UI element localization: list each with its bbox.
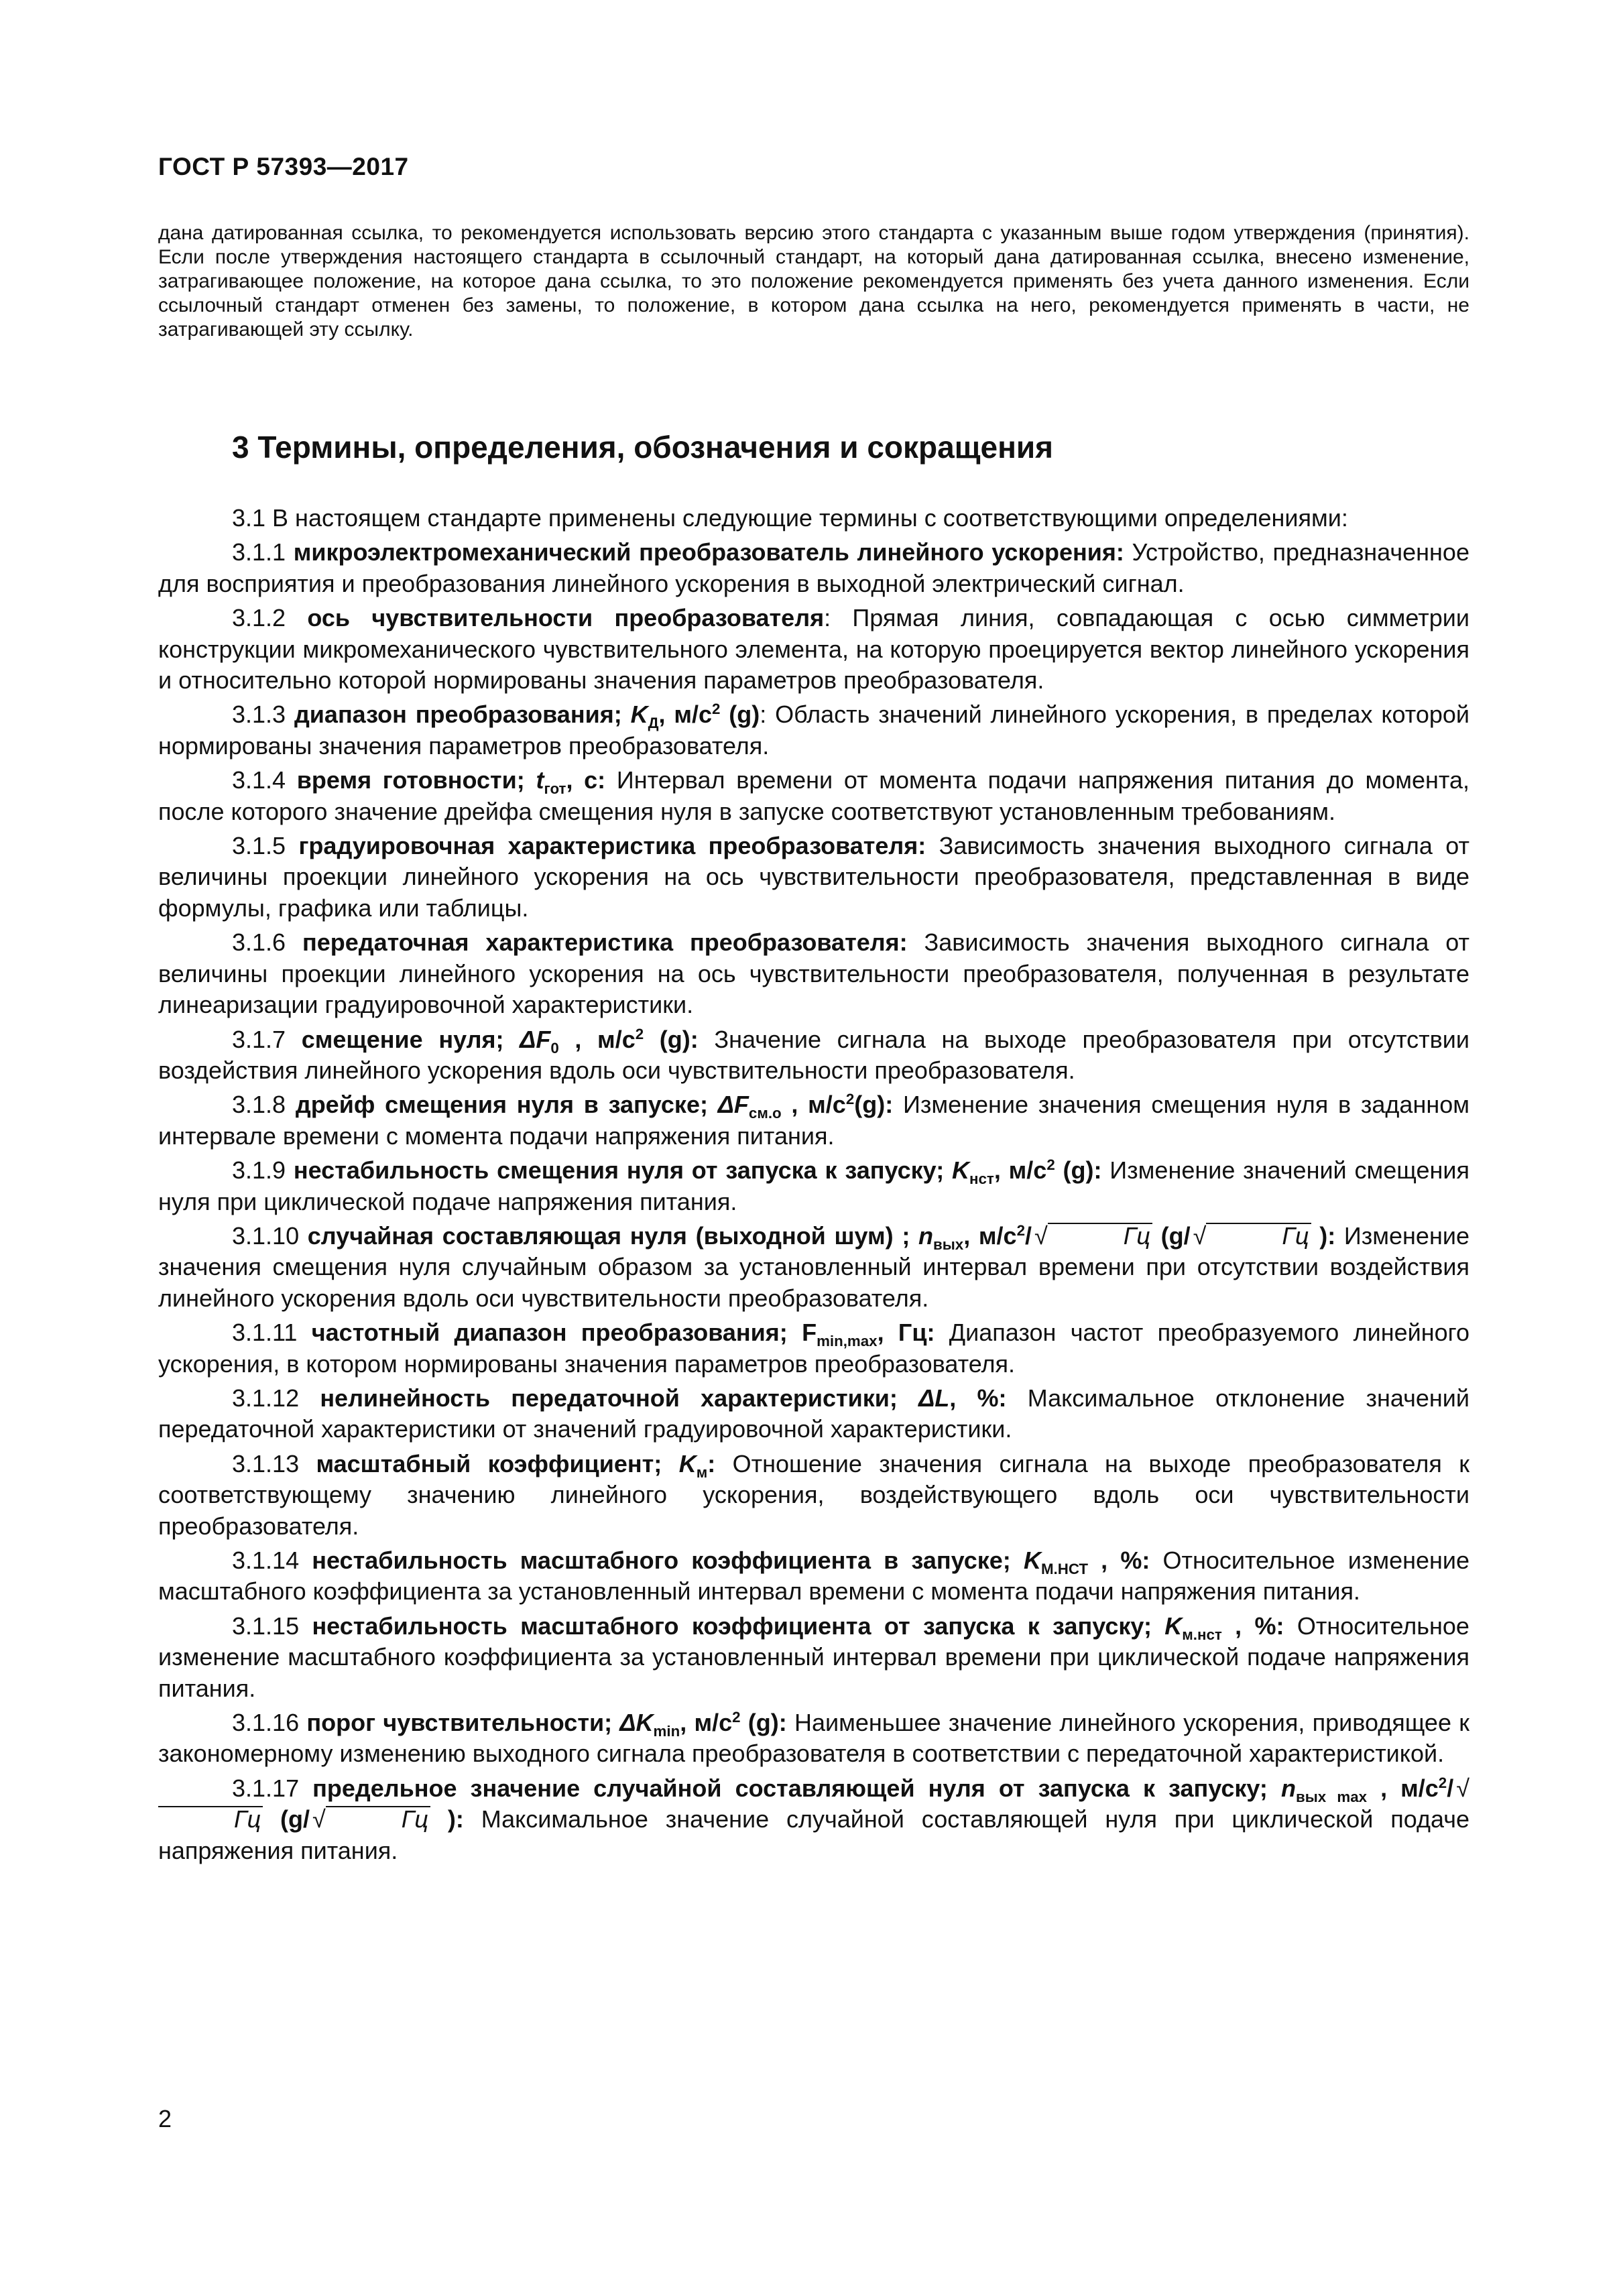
- term-heading: [307, 604, 824, 631]
- term-name: нестабильность масштабного коэффициента от запуска к запуску;: [312, 1612, 1152, 1640]
- term-3-1-4: [158, 765, 1469, 827]
- term-symbol-subscript: гот: [544, 780, 566, 798]
- intro-paragraph: дана датированная ссылка, то рекомендуется использовать версию этого стандарта с указанным выше годом утверждения (принятия). Если после утверждения настоящего стандарта в ссылочный стандарт, на который дана датированная ссылка, внесено изменение, затрагивающее положение, на которое дана ссылка, то это положение рекомендуется применять без учета данного изменения. Если ссылочный стандарт отменен без замены, то положение, в котором дана ссылка на него, рекомендуется применять в части, не затрагивающей эту ссылку.: [158, 222, 1469, 341]
- term-name: смещение нуля;: [301, 1025, 504, 1053]
- radical-sign-icon: √: [1034, 1221, 1048, 1250]
- term-unit-sqrt-hz-alt-radicand: Гц: [326, 1806, 430, 1831]
- term-3-1-11: [158, 1317, 1469, 1380]
- term-3-1-10: [158, 1221, 1469, 1314]
- term-number: 3.1.11: [232, 1319, 298, 1347]
- term-symbol: n: [918, 1221, 934, 1250]
- term-unit-sqrt-hz-alt: [1191, 1222, 1311, 1250]
- term-symbol-subscript: М.НСТ: [1040, 1561, 1089, 1578]
- term-3-1-5: [158, 831, 1469, 924]
- clause-3-1: 3.1 В настоящем стандарте применены следующие термины с соответствующими определениями:: [232, 504, 1348, 532]
- term-unit-superscript: 2: [1016, 1221, 1025, 1239]
- term-unit-tail: (g):: [644, 1025, 699, 1053]
- term-symbol-subscript: Д: [648, 715, 659, 732]
- section-title: 3 Термины, определения, обозначения и сокращения: [232, 430, 1053, 465]
- term-name: порог чувствительности;: [306, 1709, 613, 1737]
- term-number: 3.1.8: [232, 1091, 286, 1119]
- term-unit-sqrt-hz-radicand: Гц: [1048, 1223, 1152, 1248]
- page-number: 2: [158, 2105, 172, 2132]
- term-unit-tail: (g):: [854, 1091, 894, 1119]
- terms-list: [158, 537, 1469, 1866]
- term-number: 3.1.2: [232, 604, 286, 632]
- term-unit-tail: ):: [430, 1805, 464, 1833]
- term-unit: , м/с: [963, 1221, 1017, 1250]
- term-unit: , м/с: [680, 1709, 733, 1737]
- term-definition: Изменение значения смещения нуля в заданном интервале времени с момента подачи напряжения питания.: [158, 1091, 1469, 1150]
- term-unit-superscript: 2: [732, 1709, 741, 1726]
- term-unit-superscript: 2: [1046, 1156, 1055, 1174]
- term-unit-alt: (g/: [1152, 1221, 1191, 1250]
- term-name: случайная составляющая нуля (выходной шум) ;: [307, 1221, 910, 1250]
- term-heading: [312, 1547, 1150, 1578]
- term-symbol: K: [1164, 1612, 1183, 1640]
- term-unit-sqrt-hz: [1032, 1222, 1152, 1250]
- term-definition: Устройство, предназначенное для восприятия и преобразования линейного ускорения в выходной электрический сигнал.: [158, 538, 1469, 597]
- term-number: 3.1.10: [232, 1221, 300, 1250]
- term-name: нестабильность смещения нуля от запуска к запуску;: [293, 1156, 945, 1185]
- term-3-1-12: [158, 1383, 1469, 1445]
- term-name: частотный диапазон преобразования; F: [311, 1319, 817, 1347]
- term-3-1-13: [158, 1449, 1469, 1542]
- term-name: диапазон преобразования;: [294, 701, 622, 729]
- term-symbol: ΔF: [717, 1091, 749, 1119]
- term-unit: :: [707, 1449, 716, 1477]
- radical-sign-icon: √: [1456, 1774, 1469, 1802]
- term-heading: [316, 1449, 716, 1481]
- term-unit: , м/с: [781, 1091, 846, 1119]
- term-definition: Отношение значения сигнала на выходе преобразователя к соответствующему значению линейного ускорения, воздействующего вдоль оси чувствительности преобразователя.: [158, 1449, 1469, 1540]
- term-name: градуировочная характеристика преобразователя:: [298, 832, 926, 860]
- term-name: нестабильность масштабного коэффициента в запуске;: [312, 1547, 1011, 1574]
- term-name: время готовности;: [296, 766, 525, 794]
- term-name: масштабный коэффициент;: [316, 1449, 662, 1477]
- term-unit: , %:: [949, 1384, 1007, 1412]
- radical-sign-icon: √: [1193, 1221, 1207, 1250]
- term-3-1-17: [158, 1773, 1469, 1866]
- term-unit-tail: (g): [720, 701, 760, 729]
- term-symbol-subscript: м.нст: [1182, 1626, 1222, 1643]
- term-definition: Относительное изменение масштабного коэффициента за установленный интервал времени с момента подачи напряжения питания.: [158, 1547, 1470, 1606]
- term-symbol: t: [536, 766, 544, 794]
- term-definition: Относительное изменение масштабного коэффициента за установленный интервал времени при циклической подаче напряжения питания.: [158, 1612, 1469, 1702]
- term-name: нелинейность передаточной характеристики;: [320, 1384, 898, 1412]
- term-unit-tail: ):: [1311, 1221, 1336, 1250]
- radical-sign-icon: √: [312, 1805, 326, 1833]
- term-symbol: ΔK: [619, 1709, 654, 1737]
- term-number: 3.1.13: [232, 1449, 300, 1477]
- term-name: микроэлектромеханический преобразователь линейного ускорения:: [293, 538, 1124, 566]
- term-3-1-1: [158, 537, 1469, 599]
- term-symbol: K: [630, 701, 648, 729]
- term-number: 3.1.12: [232, 1384, 300, 1412]
- term-symbol: K: [1023, 1547, 1041, 1574]
- term-number: 3.1.5: [232, 832, 286, 860]
- term-number: 3.1.3: [232, 701, 286, 729]
- term-symbol-subscript: 0: [550, 1039, 559, 1056]
- term-definition: Интервал времени от момента подачи напряжения питания до момента, после которого значение дрейфа смещения нуля в запуске соответствуют установленным требованиям.: [158, 766, 1469, 825]
- term-symbol-subscript: вых: [933, 1236, 964, 1254]
- term-unit-sqrt-hz-alt: [310, 1805, 430, 1833]
- term-symbol: ΔL: [918, 1384, 950, 1412]
- term-definition: Максимальное значение случайной составляющей нуля при циклической подаче напряжения питания.: [158, 1805, 1469, 1864]
- term-heading: [301, 1025, 699, 1056]
- term-number: 3.1.1: [232, 538, 286, 566]
- term-definition: : Прямая линия, совпадающая с осью симметрии конструкции микромеханического чувствительного элемента, на которую проецируется вектор линейного ускорения и относительно которой нормированы значения параметров преобразователя.: [158, 604, 1469, 694]
- term-definition: Максимальное отклонение значений передаточной характеристики от значений градуировочной характеристики.: [158, 1384, 1469, 1443]
- term-unit: , м/с: [994, 1156, 1047, 1185]
- term-number: 3.1.9: [232, 1156, 286, 1185]
- term-3-1-14: [158, 1545, 1469, 1608]
- term-definition: Зависимость значения выходного сигнала от величины проекции линейного ускорения на ось чувствительности преобразователя, полученная в результате линеаризации градуировочной характеристики.: [158, 928, 1469, 1019]
- term-3-1-16: [158, 1707, 1469, 1770]
- term-number: 3.1.7: [232, 1025, 286, 1053]
- term-unit-tail: (g):: [1055, 1156, 1102, 1185]
- term-symbol-subscript: нст: [969, 1170, 994, 1188]
- term-name: ось чувствительности преобразователя: [307, 604, 825, 632]
- terms-body: [158, 503, 1469, 1870]
- term-number: 3.1.17: [232, 1774, 300, 1802]
- term-unit: , Гц:: [877, 1319, 935, 1347]
- term-3-1-8: [158, 1089, 1469, 1152]
- term-unit-sqrt-hz-radicand: Гц: [158, 1806, 263, 1831]
- term-symbol: ΔF: [520, 1025, 551, 1053]
- term-number: 3.1.15: [232, 1612, 300, 1640]
- term-heading: [298, 832, 926, 859]
- term-name: дрейф смещения нуля в запуске;: [295, 1091, 708, 1119]
- term-symbol-subscript: м: [696, 1463, 708, 1481]
- term-definition: Изменение значения смещения нуля случайным образом за установленный интервал времени при отсутствии воздействия линейного ускорения вдоль оси чувствительности преобразователя.: [158, 1221, 1469, 1312]
- term-heading: [294, 701, 760, 732]
- term-unit: , м/с: [658, 701, 712, 729]
- term-symbol: K: [952, 1156, 970, 1185]
- term-symbol-subscript: min,max: [817, 1333, 878, 1350]
- term-heading: [302, 928, 908, 956]
- term-heading: [311, 1319, 935, 1350]
- term-unit-superscript: 2: [1438, 1774, 1447, 1791]
- term-unit: , %:: [1088, 1547, 1150, 1574]
- term-heading: [320, 1384, 1006, 1412]
- term-heading: [307, 1221, 1336, 1254]
- term-unit-alt: (g/: [263, 1805, 310, 1833]
- term-unit: , %:: [1221, 1612, 1284, 1640]
- term-heading: [293, 1156, 1102, 1188]
- term-symbol: n: [1280, 1774, 1296, 1802]
- term-heading: [296, 766, 606, 798]
- term-unit: , с:: [566, 766, 606, 794]
- term-3-1-3: [158, 699, 1469, 762]
- term-unit-slash: /: [1447, 1774, 1454, 1802]
- term-name: передаточная характеристика преобразователя:: [302, 928, 908, 957]
- term-heading: [306, 1709, 787, 1740]
- term-definition: Наименьшее значение линейного ускорения, приводящее к закономерному изменению выходного сигнала преобразователя в соответствии с передаточной характеристикой.: [158, 1709, 1469, 1768]
- term-definition: : Область значений линейного ускорения, в пределах которой нормированы значения параметров преобразователя.: [158, 701, 1469, 760]
- document-code: ГОСТ Р 57393—2017: [158, 153, 409, 180]
- term-unit: , м/с: [1367, 1774, 1439, 1802]
- term-unit: , м/с: [558, 1025, 636, 1053]
- term-symbol-subscript: вых max: [1295, 1789, 1368, 1806]
- term-3-1-9: [158, 1155, 1469, 1217]
- term-symbol-subscript: min: [653, 1723, 680, 1740]
- term-unit-tail: (g):: [740, 1709, 787, 1737]
- term-3-1-2: [158, 603, 1469, 696]
- term-number: 3.1.14: [232, 1547, 300, 1574]
- term-name: предельное значение случайной составляющей нуля от запуска к запуску;: [312, 1774, 1268, 1802]
- term-3-1-15: [158, 1611, 1469, 1704]
- term-number: 3.1.4: [232, 766, 286, 794]
- term-heading: [294, 538, 1124, 566]
- term-definition: Изменение значений смещения нуля при циклической подаче напряжения питания.: [158, 1156, 1469, 1215]
- term-symbol-subscript: см.о: [748, 1105, 782, 1122]
- term-unit-sqrt-hz-alt-radicand: Гц: [1206, 1223, 1311, 1248]
- term-unit-superscript: 2: [711, 701, 721, 718]
- term-symbol: K: [678, 1449, 697, 1477]
- term-unit-superscript: 2: [845, 1091, 855, 1108]
- term-definition: Зависимость значения выходного сигнала от величины проекции линейного ускорения на ось чувствительности преобразователя, представленная в виде формулы, графика или таблицы.: [158, 832, 1470, 922]
- term-heading: [295, 1091, 894, 1122]
- term-definition: Значение сигнала на выходе преобразователя при отсутствии воздействия линейного ускорения вдоль оси чувствительности преобразователя.: [158, 1025, 1469, 1084]
- term-definition: Диапазон частот преобразуемого линейного ускорения, в котором нормированы значения параметров преобразователя.: [158, 1319, 1469, 1378]
- term-unit-superscript: 2: [635, 1025, 644, 1042]
- term-number: 3.1.16: [232, 1709, 300, 1737]
- term-number: 3.1.6: [232, 928, 286, 957]
- term-heading: [312, 1612, 1284, 1643]
- term-3-1-6: [158, 927, 1469, 1020]
- term-unit-slash: /: [1024, 1221, 1032, 1250]
- term-3-1-7: [158, 1024, 1469, 1087]
